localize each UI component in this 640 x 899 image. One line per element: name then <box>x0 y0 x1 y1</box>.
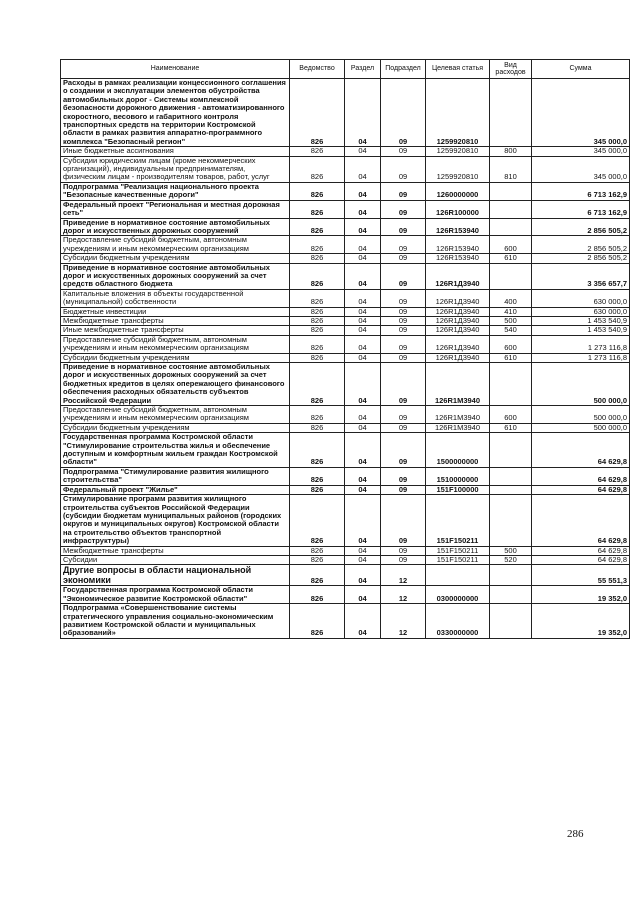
table-row <box>61 218 630 236</box>
budget-sheet <box>60 59 629 639</box>
table-row <box>61 307 630 316</box>
row-department: 826 <box>290 316 345 325</box>
row-section: 04 <box>345 485 381 494</box>
row-subsection: 09 <box>381 363 426 406</box>
row-section: 04 <box>345 326 381 335</box>
row-subsection: 09 <box>381 79 426 147</box>
row-expense-type <box>490 586 532 604</box>
row-target-item: 126R1Д3940 <box>426 353 490 362</box>
row-expense-type: 410 <box>490 307 532 316</box>
row-expense-type <box>490 263 532 289</box>
row-target-item: 126R153940 <box>426 218 490 236</box>
row-expense-type: 500 <box>490 546 532 555</box>
row-target-item: 126R1Д3940 <box>426 289 490 307</box>
row-section: 04 <box>345 289 381 307</box>
row-subsection: 09 <box>381 236 426 254</box>
row-department: 826 <box>290 433 345 468</box>
table-row <box>61 316 630 325</box>
row-sum: 500 000,0 <box>532 423 630 432</box>
row-sum: 64 629,8 <box>532 495 630 546</box>
row-sum: 2 856 505,2 <box>532 218 630 236</box>
row-expense-type: 600 <box>490 335 532 353</box>
row-expense-type: 600 <box>490 236 532 254</box>
row-section: 04 <box>345 218 381 236</box>
row-expense-type <box>490 433 532 468</box>
row-sum: 64 629,8 <box>532 433 630 468</box>
row-expense-type <box>490 467 532 485</box>
row-expense-type <box>490 565 532 586</box>
row-expense-type: 500 <box>490 316 532 325</box>
row-expense-type: 800 <box>490 147 532 156</box>
row-sum: 3 356 657,7 <box>532 263 630 289</box>
row-name: Расходы в рамках реализации концессионного соглашения о создании и эксплуатации элементов обустройства автомобильных дорог - Системы комплексной безопасности дорожного движения - автоматизированного скоростного, весового и габаритного контроля транспортных средств на территории Костромской области в рамках развития аппаратно-программного комплекса "Безопасный регион" <box>61 79 290 147</box>
row-department: 826 <box>290 485 345 494</box>
row-department: 826 <box>290 467 345 485</box>
row-section: 04 <box>345 555 381 564</box>
row-expense-type <box>490 604 532 639</box>
row-department: 826 <box>290 353 345 362</box>
row-section: 04 <box>345 263 381 289</box>
row-section: 04 <box>345 546 381 555</box>
table-row <box>61 423 630 432</box>
row-target-item <box>426 565 490 586</box>
row-name: Федеральный проект "Региональная и местная дорожная сеть" <box>61 200 290 218</box>
row-sum: 19 352,0 <box>532 604 630 639</box>
col-header-target-item: Целевая статья <box>426 60 490 79</box>
row-section: 04 <box>345 156 381 182</box>
row-name: Государственная программа Костромской области "Стимулирование строительства жилья и обеспечение доступным и комфортным жильем граждан Костромской области" <box>61 433 290 468</box>
row-target-item: 151F100000 <box>426 485 490 494</box>
row-expense-type: 520 <box>490 555 532 564</box>
row-subsection: 09 <box>381 555 426 564</box>
row-section: 04 <box>345 182 381 200</box>
row-expense-type <box>490 495 532 546</box>
table-row <box>61 200 630 218</box>
row-name: Приведение в нормативное состояние автомобильных дорог и искусственных дорожных сооружений за счет бюджетных кредитов в целях опережающего финансового обеспечения расходных обязательств субъектов Российской Федерации <box>61 363 290 406</box>
row-name: Предоставление субсидий бюджетным, автономным учреждениям и иным некоммерческим организациям <box>61 236 290 254</box>
table-row <box>61 467 630 485</box>
table-row <box>61 254 630 263</box>
row-subsection: 09 <box>381 156 426 182</box>
row-name: Государственная программа Костромской области "Экономическое развитие Костромской области" <box>61 586 290 604</box>
row-target-item: 1259920810 <box>426 147 490 156</box>
row-expense-type: 610 <box>490 423 532 432</box>
row-section: 04 <box>345 316 381 325</box>
row-target-item: 1260000000 <box>426 182 490 200</box>
row-subsection: 12 <box>381 586 426 604</box>
row-expense-type <box>490 363 532 406</box>
row-name: Иные бюджетные ассигнования <box>61 147 290 156</box>
table-row <box>61 565 630 586</box>
row-name: Приведение в нормативное состояние автомобильных дорог и искусственных дорожных сооружений <box>61 218 290 236</box>
row-subsection: 09 <box>381 467 426 485</box>
row-section: 04 <box>345 307 381 316</box>
row-target-item: 1259920810 <box>426 79 490 147</box>
row-department: 826 <box>290 200 345 218</box>
table-row <box>61 604 630 639</box>
row-name: Субсидии бюджетным учреждениям <box>61 254 290 263</box>
row-department: 826 <box>290 335 345 353</box>
row-subsection: 09 <box>381 353 426 362</box>
row-target-item: 126R153940 <box>426 254 490 263</box>
col-header-sum: Сумма <box>532 60 630 79</box>
row-section: 04 <box>345 79 381 147</box>
row-subsection: 09 <box>381 182 426 200</box>
row-sum: 2 856 505,2 <box>532 254 630 263</box>
row-name: Субсидии юридическим лицам (кроме некоммерческих организаций), индивидуальным предпринимателям, физическим лицам - производителям товаров, работ, услуг <box>61 156 290 182</box>
row-sum: 1 453 540,9 <box>532 316 630 325</box>
row-sum: 500 000,0 <box>532 406 630 424</box>
table-row <box>61 335 630 353</box>
row-target-item: 126R1Д3940 <box>426 316 490 325</box>
row-target-item: 1500000000 <box>426 433 490 468</box>
row-subsection: 09 <box>381 218 426 236</box>
row-department: 826 <box>290 363 345 406</box>
row-sum: 345 000,0 <box>532 147 630 156</box>
row-target-item: 151F150211 <box>426 546 490 555</box>
row-section: 04 <box>345 363 381 406</box>
row-department: 826 <box>290 495 345 546</box>
row-sum: 6 713 162,9 <box>532 200 630 218</box>
row-expense-type <box>490 485 532 494</box>
row-expense-type: 540 <box>490 326 532 335</box>
table-row <box>61 326 630 335</box>
row-department: 826 <box>290 182 345 200</box>
row-target-item: 1259920810 <box>426 156 490 182</box>
row-sum: 64 629,8 <box>532 555 630 564</box>
row-name: Подпрограмма "Стимулирование развития жилищного строительства" <box>61 467 290 485</box>
row-name: Предоставление субсидий бюджетным, автономным учреждениям и иным некоммерческим организациям <box>61 335 290 353</box>
row-subsection: 09 <box>381 546 426 555</box>
row-subsection: 12 <box>381 565 426 586</box>
row-department: 826 <box>290 586 345 604</box>
row-subsection: 09 <box>381 147 426 156</box>
budget-table <box>60 59 630 639</box>
row-subsection: 09 <box>381 423 426 432</box>
row-subsection: 12 <box>381 604 426 639</box>
row-sum: 6 713 162,9 <box>532 182 630 200</box>
row-section: 04 <box>345 236 381 254</box>
row-section: 04 <box>345 423 381 432</box>
row-name: Иные межбюджетные трансферты <box>61 326 290 335</box>
row-department: 826 <box>290 236 345 254</box>
row-department: 826 <box>290 307 345 316</box>
row-department: 826 <box>290 423 345 432</box>
table-row <box>61 406 630 424</box>
row-sum: 345 000,0 <box>532 156 630 182</box>
table-row <box>61 236 630 254</box>
table-row <box>61 79 630 147</box>
row-section: 04 <box>345 353 381 362</box>
row-department: 826 <box>290 263 345 289</box>
row-name: Подпрограмма «Совершенствование системы стратегического управления социально-экономическим развитием Костромской области и муниципальных образований» <box>61 604 290 639</box>
row-subsection: 09 <box>381 254 426 263</box>
row-target-item: 126R1M3940 <box>426 363 490 406</box>
table-row <box>61 495 630 546</box>
row-target-item: 0300000000 <box>426 586 490 604</box>
row-expense-type: 400 <box>490 289 532 307</box>
table-row <box>61 263 630 289</box>
row-department: 826 <box>290 254 345 263</box>
row-name: Субсидии бюджетным учреждениям <box>61 353 290 362</box>
row-sum: 500 000,0 <box>532 363 630 406</box>
row-name: Подпрограмма "Реализация национального проекта "Безопасные качественные дороги" <box>61 182 290 200</box>
row-subsection: 09 <box>381 485 426 494</box>
row-section: 04 <box>345 604 381 639</box>
row-sum: 64 629,8 <box>532 467 630 485</box>
table-row <box>61 433 630 468</box>
row-expense-type <box>490 218 532 236</box>
table-row <box>61 182 630 200</box>
table-body <box>61 79 630 639</box>
row-target-item: 126R153940 <box>426 236 490 254</box>
row-section: 04 <box>345 495 381 546</box>
table-row <box>61 353 630 362</box>
row-section: 04 <box>345 147 381 156</box>
row-name: Предоставление субсидий бюджетным, автономным учреждениям и иным некоммерческим организациям <box>61 406 290 424</box>
table-row <box>61 555 630 564</box>
col-header-expense-type: Вид расходов <box>490 60 532 79</box>
row-department: 826 <box>290 289 345 307</box>
row-target-item: 126R1M3940 <box>426 406 490 424</box>
row-subsection: 09 <box>381 495 426 546</box>
row-sum: 630 000,0 <box>532 289 630 307</box>
row-subsection: 09 <box>381 263 426 289</box>
row-section: 04 <box>345 586 381 604</box>
table-row <box>61 156 630 182</box>
row-name: Другие вопросы в области национальной экономики <box>61 565 290 586</box>
row-expense-type <box>490 79 532 147</box>
row-department: 826 <box>290 565 345 586</box>
row-section: 04 <box>345 565 381 586</box>
col-header-section: Раздел <box>345 60 381 79</box>
row-section: 04 <box>345 406 381 424</box>
row-subsection: 09 <box>381 307 426 316</box>
col-header-department: Ведомство <box>290 60 345 79</box>
row-name: Межбюджетные трансферты <box>61 546 290 555</box>
row-target-item: 126R1Д3940 <box>426 326 490 335</box>
row-subsection: 09 <box>381 316 426 325</box>
row-target-item: 0330000000 <box>426 604 490 639</box>
row-section: 04 <box>345 335 381 353</box>
row-name: Субсидии бюджетным учреждениям <box>61 423 290 432</box>
row-department: 826 <box>290 546 345 555</box>
page-number: 286 <box>567 828 584 840</box>
row-name: Субсидии <box>61 555 290 564</box>
row-target-item: 1510000000 <box>426 467 490 485</box>
row-subsection: 09 <box>381 289 426 307</box>
row-subsection: 09 <box>381 335 426 353</box>
row-name: Приведение в нормативное состояние автомобильных дорог и искусственных дорожных сооружений за счет средств областного бюджета <box>61 263 290 289</box>
row-sum: 2 856 505,2 <box>532 236 630 254</box>
table-row <box>61 147 630 156</box>
row-sum: 1 273 116,8 <box>532 353 630 362</box>
col-header-name: Наименование <box>61 60 290 79</box>
col-header-subsection: Подраздел <box>381 60 426 79</box>
row-department: 826 <box>290 406 345 424</box>
row-sum: 19 352,0 <box>532 586 630 604</box>
table-row <box>61 485 630 494</box>
row-sum: 345 000,0 <box>532 79 630 147</box>
row-department: 826 <box>290 147 345 156</box>
row-subsection: 09 <box>381 406 426 424</box>
row-section: 04 <box>345 254 381 263</box>
row-target-item: 151F150211 <box>426 555 490 564</box>
table-row <box>61 586 630 604</box>
row-department: 826 <box>290 156 345 182</box>
row-sum: 1 453 540,9 <box>532 326 630 335</box>
row-subsection: 09 <box>381 326 426 335</box>
row-subsection: 09 <box>381 200 426 218</box>
row-expense-type: 610 <box>490 353 532 362</box>
row-expense-type: 600 <box>490 406 532 424</box>
row-sum: 64 629,8 <box>532 546 630 555</box>
row-section: 04 <box>345 433 381 468</box>
row-expense-type: 810 <box>490 156 532 182</box>
row-target-item: 126R1Д3940 <box>426 263 490 289</box>
row-subsection: 09 <box>381 433 426 468</box>
row-sum: 630 000,0 <box>532 307 630 316</box>
row-sum: 64 629,8 <box>532 485 630 494</box>
row-name: Бюджетные инвестиции <box>61 307 290 316</box>
row-name: Стимулирование программ развития жилищного строительства субъектов Российской Федерации (субсидии бюджетам муниципальных районов (городских округов и муниципальных округов) Костромской области на строительство объектов транспортной инфраструктуры) <box>61 495 290 546</box>
row-target-item: 126R1Д3940 <box>426 307 490 316</box>
row-name: Капитальные вложения в объекты государственной (муниципальной) собственности <box>61 289 290 307</box>
row-target-item: 126R1Д3940 <box>426 335 490 353</box>
row-target-item: 151F150211 <box>426 495 490 546</box>
row-name: Федеральный проект "Жилье" <box>61 485 290 494</box>
row-section: 04 <box>345 200 381 218</box>
row-expense-type <box>490 200 532 218</box>
row-department: 826 <box>290 218 345 236</box>
row-section: 04 <box>345 467 381 485</box>
row-target-item: 126R1M3940 <box>426 423 490 432</box>
row-target-item: 126R100000 <box>426 200 490 218</box>
row-sum: 55 551,3 <box>532 565 630 586</box>
row-department: 826 <box>290 555 345 564</box>
row-expense-type <box>490 182 532 200</box>
table-row <box>61 363 630 406</box>
table-row <box>61 546 630 555</box>
table-row <box>61 289 630 307</box>
row-department: 826 <box>290 79 345 147</box>
row-sum: 1 273 116,8 <box>532 335 630 353</box>
row-department: 826 <box>290 326 345 335</box>
row-department: 826 <box>290 604 345 639</box>
row-expense-type: 610 <box>490 254 532 263</box>
table-header-row <box>61 60 630 79</box>
row-name: Межбюджетные трансферты <box>61 316 290 325</box>
